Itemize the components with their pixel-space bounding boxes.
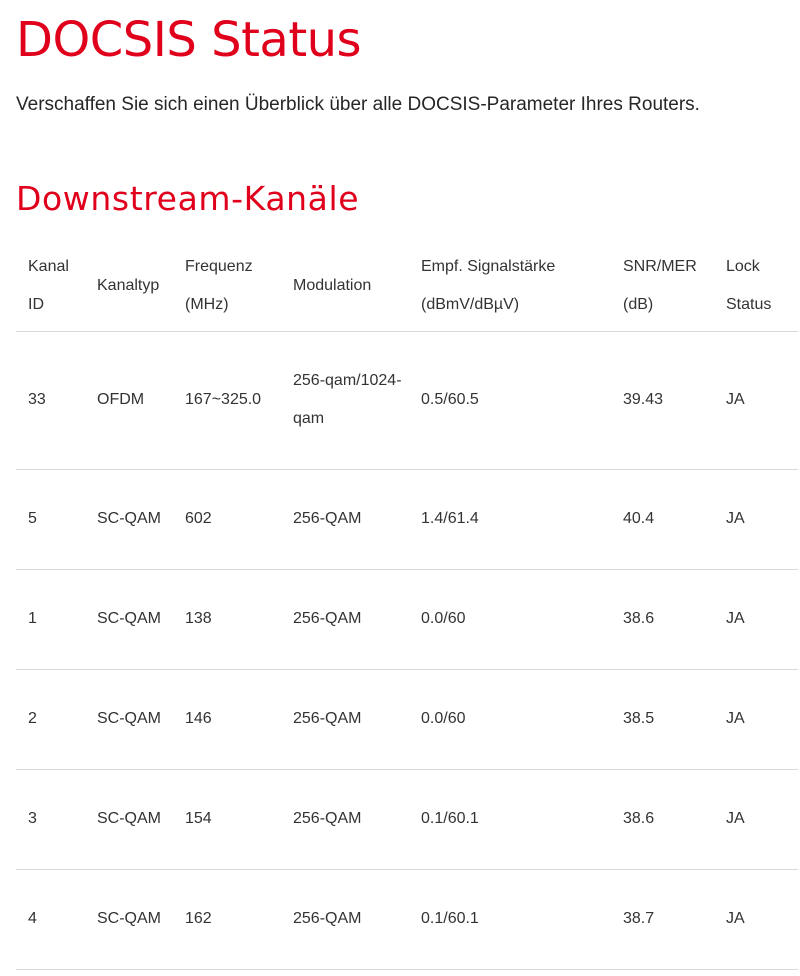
column-header-snr-mer: SNR/MER (dB) bbox=[611, 241, 714, 331]
column-header-frequenz: Frequenz (MHz) bbox=[173, 241, 281, 331]
table-row bbox=[16, 331, 798, 469]
cell-signalstaerke: 0.0/60 bbox=[409, 569, 611, 669]
table-row bbox=[16, 469, 798, 569]
cell-snr-mer: 40.4 bbox=[611, 469, 714, 569]
table-header-row bbox=[16, 241, 798, 331]
cell-kanaltyp: SC-QAM bbox=[85, 769, 173, 869]
cell-signalstaerke: 0.5/60.5 bbox=[409, 331, 611, 469]
cell-kanal-id: 3 bbox=[16, 769, 85, 869]
table-row bbox=[16, 869, 798, 969]
cell-kanal-id: 1 bbox=[16, 569, 85, 669]
cell-signalstaerke: 0.0/60 bbox=[409, 669, 611, 769]
cell-modulation: 256-QAM bbox=[281, 469, 409, 569]
column-header-modulation: Modulation bbox=[281, 241, 409, 331]
cell-signalstaerke: 0.1/60.1 bbox=[409, 869, 611, 969]
table-row bbox=[16, 569, 798, 669]
column-header-signalstaerke: Empf. Signalstärke (dBmV/dBµV) bbox=[409, 241, 611, 331]
column-header-lock-status: Lock Status bbox=[714, 241, 798, 331]
cell-frequenz: 154 bbox=[173, 769, 281, 869]
cell-lock-status: JA bbox=[714, 469, 798, 569]
cell-kanal-id: 33 bbox=[16, 331, 85, 469]
cell-snr-mer: 38.6 bbox=[611, 569, 714, 669]
cell-kanaltyp: SC-QAM bbox=[85, 469, 173, 569]
page-title: DOCSIS Status bbox=[16, 12, 362, 68]
cell-snr-mer: 38.7 bbox=[611, 869, 714, 969]
cell-lock-status: JA bbox=[714, 569, 798, 669]
cell-snr-mer: 39.43 bbox=[611, 331, 714, 469]
column-header-kanal-id: Kanal ID bbox=[16, 241, 85, 331]
cell-lock-status: JA bbox=[714, 769, 798, 869]
cell-kanaltyp: SC-QAM bbox=[85, 669, 173, 769]
cell-snr-mer: 38.6 bbox=[611, 769, 714, 869]
page-intro: Verschaffen Sie sich einen Überblick über alle DOCSIS-Parameter Ihres Routers. bbox=[16, 94, 700, 115]
cell-frequenz: 138 bbox=[173, 569, 281, 669]
cell-lock-status: JA bbox=[714, 669, 798, 769]
cell-kanal-id: 4 bbox=[16, 869, 85, 969]
downstream-channels-table bbox=[16, 241, 798, 970]
table-row bbox=[16, 769, 798, 869]
cell-kanaltyp: SC-QAM bbox=[85, 869, 173, 969]
column-header-kanaltyp: Kanaltyp bbox=[85, 241, 173, 331]
table-row bbox=[16, 669, 798, 769]
cell-kanaltyp: SC-QAM bbox=[85, 569, 173, 669]
cell-kanal-id: 5 bbox=[16, 469, 85, 569]
cell-frequenz: 162 bbox=[173, 869, 281, 969]
cell-frequenz: 146 bbox=[173, 669, 281, 769]
cell-frequenz: 167~325.0 bbox=[173, 331, 281, 469]
cell-modulation: 256-QAM bbox=[281, 669, 409, 769]
cell-signalstaerke: 0.1/60.1 bbox=[409, 769, 611, 869]
cell-kanal-id: 2 bbox=[16, 669, 85, 769]
cell-modulation: 256-QAM bbox=[281, 769, 409, 869]
cell-signalstaerke: 1.4/61.4 bbox=[409, 469, 611, 569]
cell-frequenz: 602 bbox=[173, 469, 281, 569]
cell-kanaltyp: OFDM bbox=[85, 331, 173, 469]
cell-snr-mer: 38.5 bbox=[611, 669, 714, 769]
cell-lock-status: JA bbox=[714, 331, 798, 469]
cell-modulation: 256-QAM bbox=[281, 569, 409, 669]
downstream-section-title: Downstream-Kanäle bbox=[16, 179, 360, 218]
cell-modulation: 256-QAM bbox=[281, 869, 409, 969]
cell-lock-status: JA bbox=[714, 869, 798, 969]
cell-modulation: 256-qam/1024-qam bbox=[281, 331, 409, 469]
